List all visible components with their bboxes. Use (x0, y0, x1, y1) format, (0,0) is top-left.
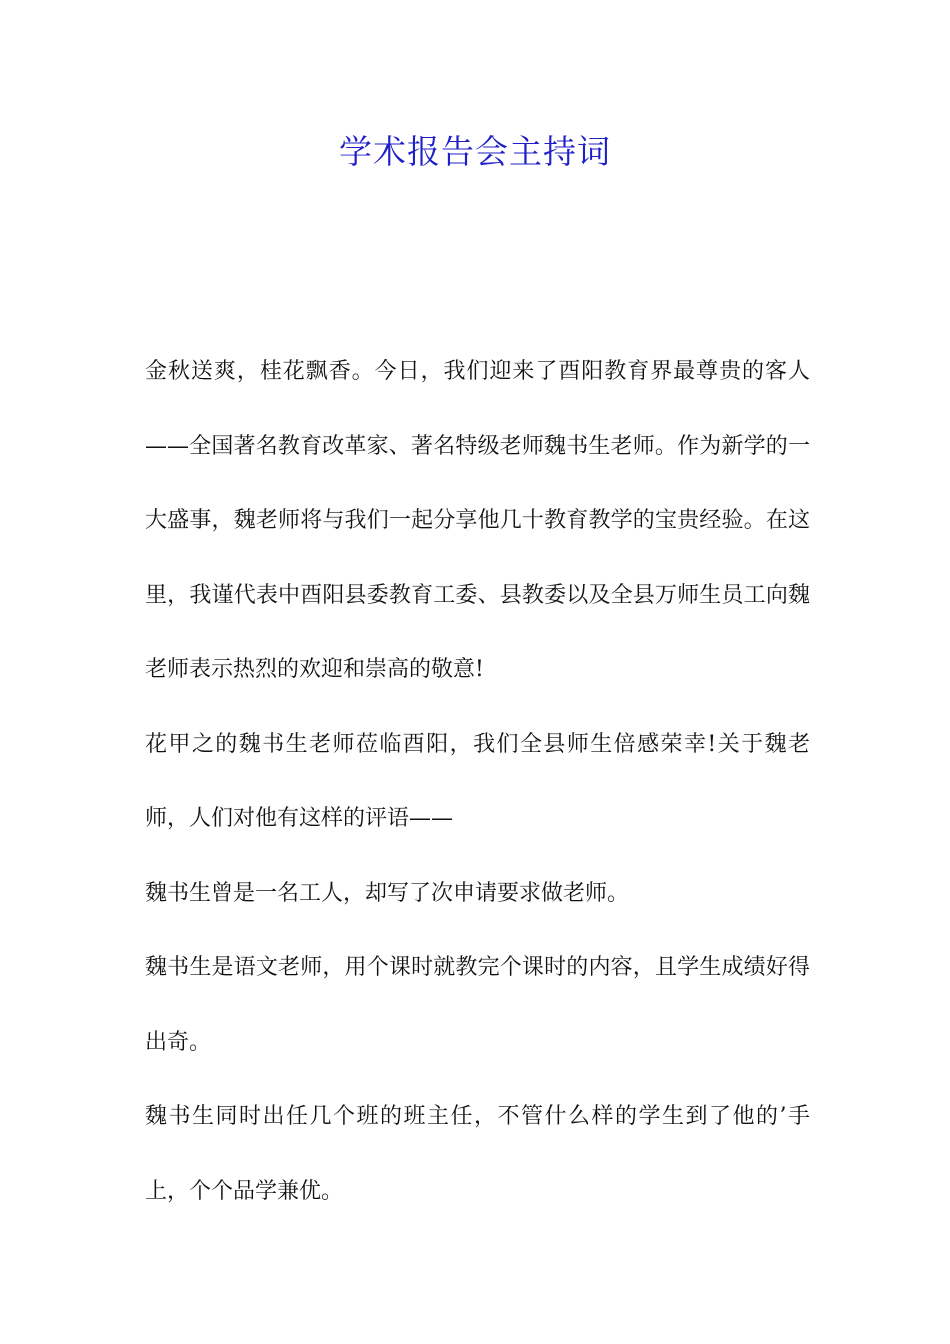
paragraph-chinese-teacher: 魏书生是语文老师，用个课时就教完个课时的内容，且学生成绩好得出奇。 (145, 955, 810, 1055)
paragraph-head-teacher: 魏书生同时出任几个班的班主任，不管什么样的学生到了他的’手上，个个品学兼优。 (145, 1104, 810, 1204)
document-title: 学术报告会主持词 (339, 132, 611, 171)
paragraph-honor: 花甲之的魏书生老师莅临酉阳，我们全县师生倍感荣幸!关于魏老师，人们对他有这样的评语—— (145, 731, 810, 831)
document-body (145, 335, 810, 1229)
paragraph-worker: 魏书生曾是一名工人，却写了次申请要求做老师。 (145, 880, 630, 906)
paragraph-welcome: 金秋送爽，桂花飘香。今日，我们迎来了酉阳教育界最尊贵的客人——全国著名教育改革家、著名特级老师魏书生老师。作为新学的一大盛事，魏老师将与我们一起分享他几十教育教学的宝贵经验。在这里，我谨代表中酉阳县委教育工委、县教委以及全县万师生员工向魏老师表示热烈的欢迎和崇高的敬意! (145, 359, 810, 682)
